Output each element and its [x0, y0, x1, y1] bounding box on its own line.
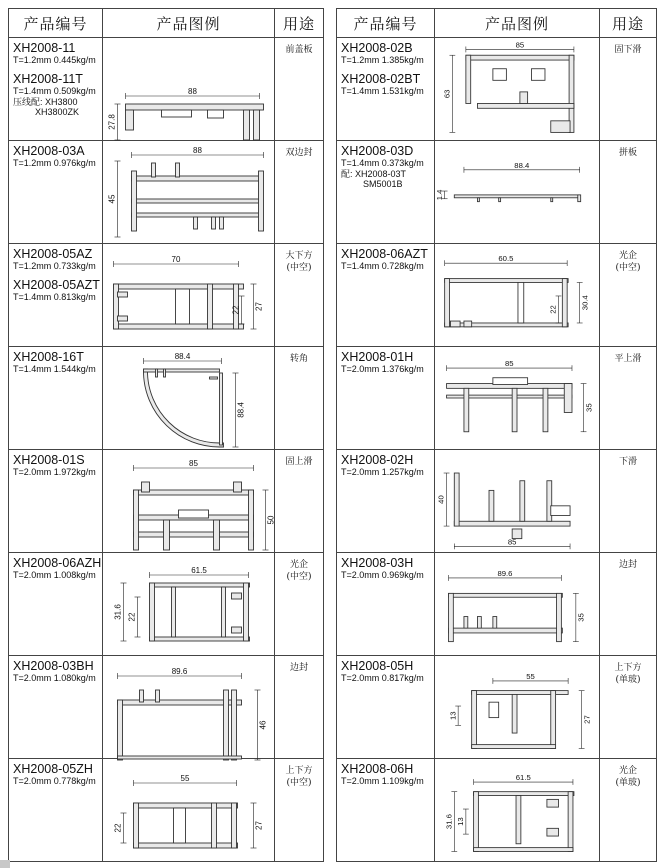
width-dimension: 88.4 — [174, 352, 191, 361]
width-dimension: 89.6 — [497, 569, 513, 579]
profile-shape — [164, 369, 166, 377]
profile-shape — [132, 199, 262, 203]
profile-shape — [134, 532, 254, 537]
profile-shape — [531, 69, 545, 81]
profile-drawing — [103, 553, 274, 655]
product-spec: T=2.0mm 0.817kg/m — [341, 673, 424, 683]
profile-shape — [466, 55, 471, 103]
product-use-cell — [275, 450, 324, 553]
width-dimension: 85 — [504, 359, 514, 369]
product-use: 固下滑 — [614, 45, 642, 55]
product-image-cell — [435, 553, 600, 656]
profile-shape — [208, 110, 224, 118]
profile-shape — [162, 110, 192, 117]
product-code-cell — [337, 656, 435, 759]
product-use: 双边封 — [285, 148, 313, 158]
product-row — [337, 759, 657, 862]
profile-shape — [557, 593, 562, 641]
header-image: 产品图例 — [435, 9, 600, 38]
product-image-cell — [435, 244, 600, 347]
profile-shape — [156, 690, 160, 702]
profile-shape — [464, 388, 469, 431]
product-spec: T=1.4mm 1.544kg/m — [13, 364, 96, 374]
width-dimension: 85 — [507, 537, 517, 547]
product-use-cell — [600, 553, 657, 656]
profile-shape — [477, 198, 479, 202]
profile-shape — [512, 694, 517, 733]
header-use: 用途 — [600, 9, 657, 38]
accessory-note: XH3800ZK — [35, 107, 80, 117]
product-use: (单玻) — [615, 778, 641, 788]
product-use-cell — [600, 450, 657, 553]
profile-shape — [232, 593, 242, 599]
product-use: 前盖板 — [285, 45, 313, 55]
height-dimension: 27 — [582, 715, 592, 724]
product-code: XH2008-11 — [13, 41, 76, 55]
profile-shape — [547, 828, 559, 836]
product-image-cell — [103, 759, 275, 862]
product-code-cell — [9, 553, 103, 656]
profile-shape — [489, 490, 494, 521]
profile-shape — [150, 637, 250, 641]
product-use-cell — [275, 759, 324, 862]
profile-shape — [132, 176, 262, 181]
profile-drawing — [103, 141, 274, 243]
product-use-cell — [275, 656, 324, 759]
profile-shape — [516, 796, 521, 844]
height-dimension: 27 — [254, 302, 264, 311]
product-code-cell — [9, 38, 103, 141]
profile-shape — [212, 803, 217, 848]
product-use-cell — [600, 347, 657, 450]
product-image-cell — [435, 141, 600, 244]
product-use: 边封 — [618, 560, 637, 570]
profile-shape — [220, 217, 224, 229]
profile-shape — [132, 171, 137, 231]
product-spec: T=2.0mm 0.778kg/m — [13, 776, 96, 786]
product-code: XH2008-01S — [13, 453, 85, 467]
profile-shape — [254, 110, 260, 140]
profile-shape — [140, 690, 144, 702]
profile-shape — [464, 321, 472, 327]
accessory-note: 压线配: XH3800 — [13, 97, 78, 107]
width-dimension: 88 — [193, 146, 202, 155]
profile-shape — [144, 369, 220, 372]
product-row — [9, 38, 324, 141]
product-code: XH2008-06AZH — [13, 556, 102, 570]
product-use-cell — [600, 759, 657, 862]
profile-shape — [564, 384, 572, 413]
profile-shape — [474, 792, 574, 796]
profile-shape — [222, 587, 226, 637]
product-code-cell — [337, 553, 435, 656]
product-row — [337, 553, 657, 656]
profile-shape — [232, 627, 242, 633]
product-row — [337, 347, 657, 450]
page-corner-mark — [0, 860, 10, 868]
product-row — [9, 244, 324, 347]
product-use-cell — [600, 656, 657, 759]
product-image-cell — [103, 450, 275, 553]
profile-shape — [578, 195, 581, 202]
product-code: XH2008-02B — [341, 41, 413, 55]
profile-shape — [134, 803, 238, 808]
profile-shape — [224, 690, 229, 760]
profile-shape — [114, 284, 119, 329]
height-dimension: 45 — [107, 194, 117, 204]
profile-shape — [212, 217, 216, 229]
width-dimension: 61.5 — [191, 566, 207, 575]
profile-drawing — [435, 38, 599, 140]
product-use-cell — [600, 244, 657, 347]
profile-shape — [220, 373, 223, 445]
product-spec: T=1.4mm 0.813kg/m — [13, 292, 96, 302]
height-dimension: 63 — [442, 89, 452, 99]
profile-shape — [118, 292, 128, 297]
profile-drawing — [435, 656, 599, 758]
product-row — [337, 450, 657, 553]
profile-shape — [144, 369, 224, 447]
profile-drawing — [103, 450, 274, 552]
product-spec: T=1.4mm 0.509kg/m — [13, 86, 96, 96]
product-image-cell — [103, 141, 275, 244]
product-code: XH2008-02H — [341, 453, 414, 467]
product-image-cell — [103, 244, 275, 347]
profile-drawing — [103, 244, 274, 346]
product-use: 大下方 — [285, 251, 313, 261]
product-image-cell — [435, 347, 600, 450]
product-code-cell — [9, 347, 103, 450]
product-use-cell — [275, 553, 324, 656]
profile-shape — [126, 110, 134, 130]
width-dimension: 88.4 — [514, 160, 530, 170]
profile-shape — [454, 521, 570, 526]
product-use-cell — [600, 141, 657, 244]
profile-shape — [249, 490, 254, 550]
product-image-cell — [103, 553, 275, 656]
profile-shape — [551, 121, 570, 133]
profile-shape — [208, 284, 213, 329]
profile-shape — [450, 321, 460, 327]
product-use: 拼板 — [618, 148, 637, 158]
profile-shape — [551, 691, 556, 749]
product-row — [9, 141, 324, 244]
profile-drawing — [435, 244, 599, 346]
profile-shape — [562, 279, 567, 327]
profile-shape — [449, 593, 563, 597]
height-dimension: 31.6 — [113, 604, 123, 620]
product-row — [9, 450, 324, 553]
profile-shape — [232, 803, 237, 848]
product-spec: T=2.0mm 1.008kg/m — [13, 570, 96, 580]
profile-shape — [551, 198, 553, 202]
profile-shape — [194, 217, 198, 229]
width-dimension: 85 — [515, 40, 525, 50]
profile-shape — [156, 369, 158, 377]
product-code: XH2008-03A — [13, 144, 85, 158]
profile-shape — [551, 506, 570, 516]
profile-shape — [454, 473, 459, 526]
width-dimension: 61.5 — [515, 773, 531, 783]
profile-drawing — [435, 141, 599, 243]
product-use-cell — [275, 38, 324, 141]
product-code: XH2008-05H — [341, 659, 414, 673]
profile-shape — [176, 289, 190, 324]
width-dimension: 70 — [171, 255, 181, 264]
profile-shape — [234, 482, 242, 492]
profile-shape — [134, 803, 139, 848]
header-code: 产品编号 — [337, 9, 435, 38]
profile-shape — [449, 593, 454, 641]
product-use: 光企 — [618, 766, 637, 776]
product-code: XH2008-03H — [341, 556, 414, 570]
profile-shape — [214, 520, 220, 550]
profile-shape — [244, 583, 249, 641]
product-spec: T=2.0mm 1.376kg/m — [341, 364, 424, 374]
profile-drawing — [435, 347, 599, 449]
profile-drawing — [103, 759, 274, 861]
profile-shape — [474, 792, 479, 852]
product-code-cell — [9, 450, 103, 553]
product-code: XH2008-06AZT — [341, 247, 428, 261]
height-dimension: 35 — [576, 613, 586, 622]
profile-shape — [445, 279, 568, 283]
product-row — [9, 347, 324, 450]
profile-shape — [464, 617, 468, 629]
product-row — [337, 656, 657, 759]
profile-shape — [493, 617, 497, 629]
product-use: 下滑 — [618, 457, 637, 467]
product-row — [337, 38, 657, 141]
product-code: XH2008-03BH — [13, 659, 94, 673]
header-image: 产品图例 — [103, 9, 275, 38]
product-row — [9, 553, 324, 656]
profile-shape — [259, 171, 264, 231]
profile-shape — [174, 808, 186, 843]
product-code-cell — [337, 38, 435, 141]
inner-height-dimension: 13 — [455, 817, 465, 826]
profile-shape — [142, 482, 150, 492]
product-use: 上下方 — [285, 766, 313, 776]
profile-shape — [244, 110, 250, 140]
profile-shape — [520, 481, 525, 522]
product-spec: T=1.2mm 0.733kg/m — [13, 261, 96, 271]
width-dimension: 89.6 — [171, 667, 188, 676]
product-use: 固上滑 — [285, 457, 313, 467]
profile-shape — [472, 691, 477, 749]
profile-shape — [150, 583, 155, 641]
product-use: (中空) — [286, 572, 312, 582]
profile-shape — [164, 520, 170, 550]
product-code-cell — [337, 141, 435, 244]
profile-shape — [134, 490, 139, 550]
inner-height-dimension: 22 — [127, 612, 137, 622]
header-code: 产品编号 — [9, 9, 103, 38]
height-dimension: 46 — [258, 720, 268, 730]
product-code: XH2008-05ZH — [13, 762, 93, 776]
profile-shape — [518, 282, 524, 323]
height-dimension: 40 — [436, 495, 446, 504]
profile-drawing — [103, 38, 274, 140]
product-code-cell — [9, 759, 103, 862]
product-use-cell — [275, 347, 324, 450]
product-row — [337, 244, 657, 347]
profile-drawing — [103, 347, 274, 449]
accessory-note: 配: XH2008-03T — [341, 169, 407, 179]
profile-shape — [179, 510, 209, 518]
product-code: XH2008-01H — [341, 350, 414, 364]
product-use: 平上滑 — [614, 354, 642, 364]
product-spec: T=2.0mm 1.972kg/m — [13, 467, 96, 477]
profile-shape — [543, 388, 548, 431]
profile-shape — [474, 848, 573, 852]
product-spec: T=1.2mm 0.445kg/m — [13, 55, 96, 65]
product-code-cell — [9, 141, 103, 244]
product-use-cell — [275, 244, 324, 347]
product-use: 边封 — [289, 663, 308, 673]
product-spec: T=1.2mm 0.976kg/m — [13, 158, 96, 168]
product-table-left — [8, 8, 324, 862]
product-spec: T=1.4mm 1.531kg/m — [341, 86, 424, 96]
product-code: XH2008-05AZT — [13, 278, 100, 292]
profile-shape — [445, 323, 568, 327]
profile-drawing — [435, 450, 599, 552]
profile-shape — [118, 316, 128, 321]
product-code: XH2008-11T — [13, 72, 83, 86]
product-code-cell — [9, 656, 103, 759]
profile-shape — [493, 378, 528, 385]
height-dimension: 88.4 — [236, 402, 246, 418]
width-dimension: 88 — [188, 87, 197, 96]
profile-shape — [150, 583, 250, 587]
left-column — [8, 8, 323, 862]
product-table-right — [336, 8, 657, 862]
product-code-cell — [337, 244, 435, 347]
profile-shape — [152, 163, 156, 177]
product-use: 转角 — [289, 354, 308, 364]
inner-height-dimension: 13 — [448, 711, 458, 720]
profile-shape — [568, 792, 573, 852]
width-dimension: 55 — [180, 774, 190, 783]
inner-height-dimension: 22 — [548, 305, 558, 314]
profile-shape — [520, 92, 528, 104]
height-dimension: 35 — [584, 403, 594, 412]
height-dimension: 30.4 — [580, 295, 590, 311]
product-code: XH2008-06H — [341, 762, 414, 776]
height-dimension: 50 — [266, 515, 276, 525]
product-spec: T=2.0mm 1.080kg/m — [13, 673, 96, 683]
product-image-cell — [103, 347, 275, 450]
product-code: XH2008-16T — [13, 350, 84, 364]
profile-shape — [477, 617, 481, 629]
product-use-cell — [275, 141, 324, 244]
profile-shape — [132, 213, 262, 217]
product-row — [9, 759, 324, 862]
profile-shape — [118, 700, 123, 760]
profile-shape — [493, 69, 507, 81]
product-image-cell — [103, 38, 275, 141]
product-use: (中空) — [286, 778, 312, 788]
width-dimension: 85 — [189, 459, 198, 468]
height-dimension: 27 — [254, 821, 264, 830]
profile-shape — [449, 628, 563, 633]
product-spec: T=1.2mm 1.385kg/m — [341, 55, 424, 65]
product-spec: T=1.4mm 0.373kg/m — [341, 158, 424, 168]
product-use: 上下方 — [614, 663, 642, 673]
product-image-cell — [435, 656, 600, 759]
profile-shape — [118, 700, 242, 705]
product-row — [9, 656, 324, 759]
profile-shape — [454, 195, 579, 198]
profile-drawing — [435, 553, 599, 655]
profile-shape — [489, 702, 499, 717]
product-image-cell — [103, 656, 275, 759]
product-code: XH2008-02BT — [341, 72, 421, 86]
product-code-cell — [9, 244, 103, 347]
inner-height-dimension: 22 — [231, 305, 241, 315]
product-use: 光企 — [289, 560, 308, 570]
profile-shape — [172, 587, 176, 637]
product-spec: T=1.4mm 0.728kg/m — [341, 261, 424, 271]
product-code-cell — [337, 450, 435, 553]
profile-shape — [232, 690, 237, 760]
profile-shape — [114, 284, 244, 289]
profile-shape — [547, 799, 559, 807]
profile-drawing — [435, 759, 599, 861]
profile-shape — [477, 103, 573, 108]
width-dimension: 55 — [526, 672, 535, 682]
inner-height-dimension: 22 — [113, 823, 123, 833]
product-use: (中空) — [615, 263, 641, 273]
product-code-cell — [337, 347, 435, 450]
profile-shape — [499, 198, 501, 202]
product-use-cell — [600, 38, 657, 141]
product-spec: T=2.0mm 0.969kg/m — [341, 570, 424, 580]
height-dimension: 31.6 — [444, 814, 454, 830]
product-image-cell — [435, 450, 600, 553]
product-code: XH2008-05AZ — [13, 247, 93, 261]
product-code: XH2008-03D — [341, 144, 414, 158]
profile-shape — [114, 324, 244, 329]
product-use: (单玻) — [615, 675, 641, 685]
product-spec: T=2.0mm 1.109kg/m — [341, 776, 424, 786]
product-code-cell — [337, 759, 435, 862]
product-use: (中空) — [286, 263, 312, 273]
profile-drawing — [103, 656, 274, 758]
profile-shape — [210, 377, 218, 379]
profile-shape — [466, 55, 574, 60]
product-spec: T=2.0mm 1.257kg/m — [341, 467, 424, 477]
product-use: 光企 — [618, 251, 637, 261]
height-dimension: 1.4 — [434, 189, 444, 201]
accessory-note: SM5001B — [363, 179, 403, 189]
profile-shape — [176, 163, 180, 177]
profile-shape — [472, 745, 556, 749]
height-dimension: 27.8 — [107, 114, 117, 130]
profile-shape — [134, 843, 238, 848]
product-image-cell — [435, 759, 600, 862]
product-row — [337, 141, 657, 244]
right-column — [336, 8, 656, 862]
profile-shape — [126, 104, 264, 110]
profile-shape — [445, 279, 450, 327]
width-dimension: 60.5 — [498, 254, 514, 264]
product-image-cell — [435, 38, 600, 141]
header-use: 用途 — [275, 9, 324, 38]
profile-shape — [512, 388, 517, 431]
